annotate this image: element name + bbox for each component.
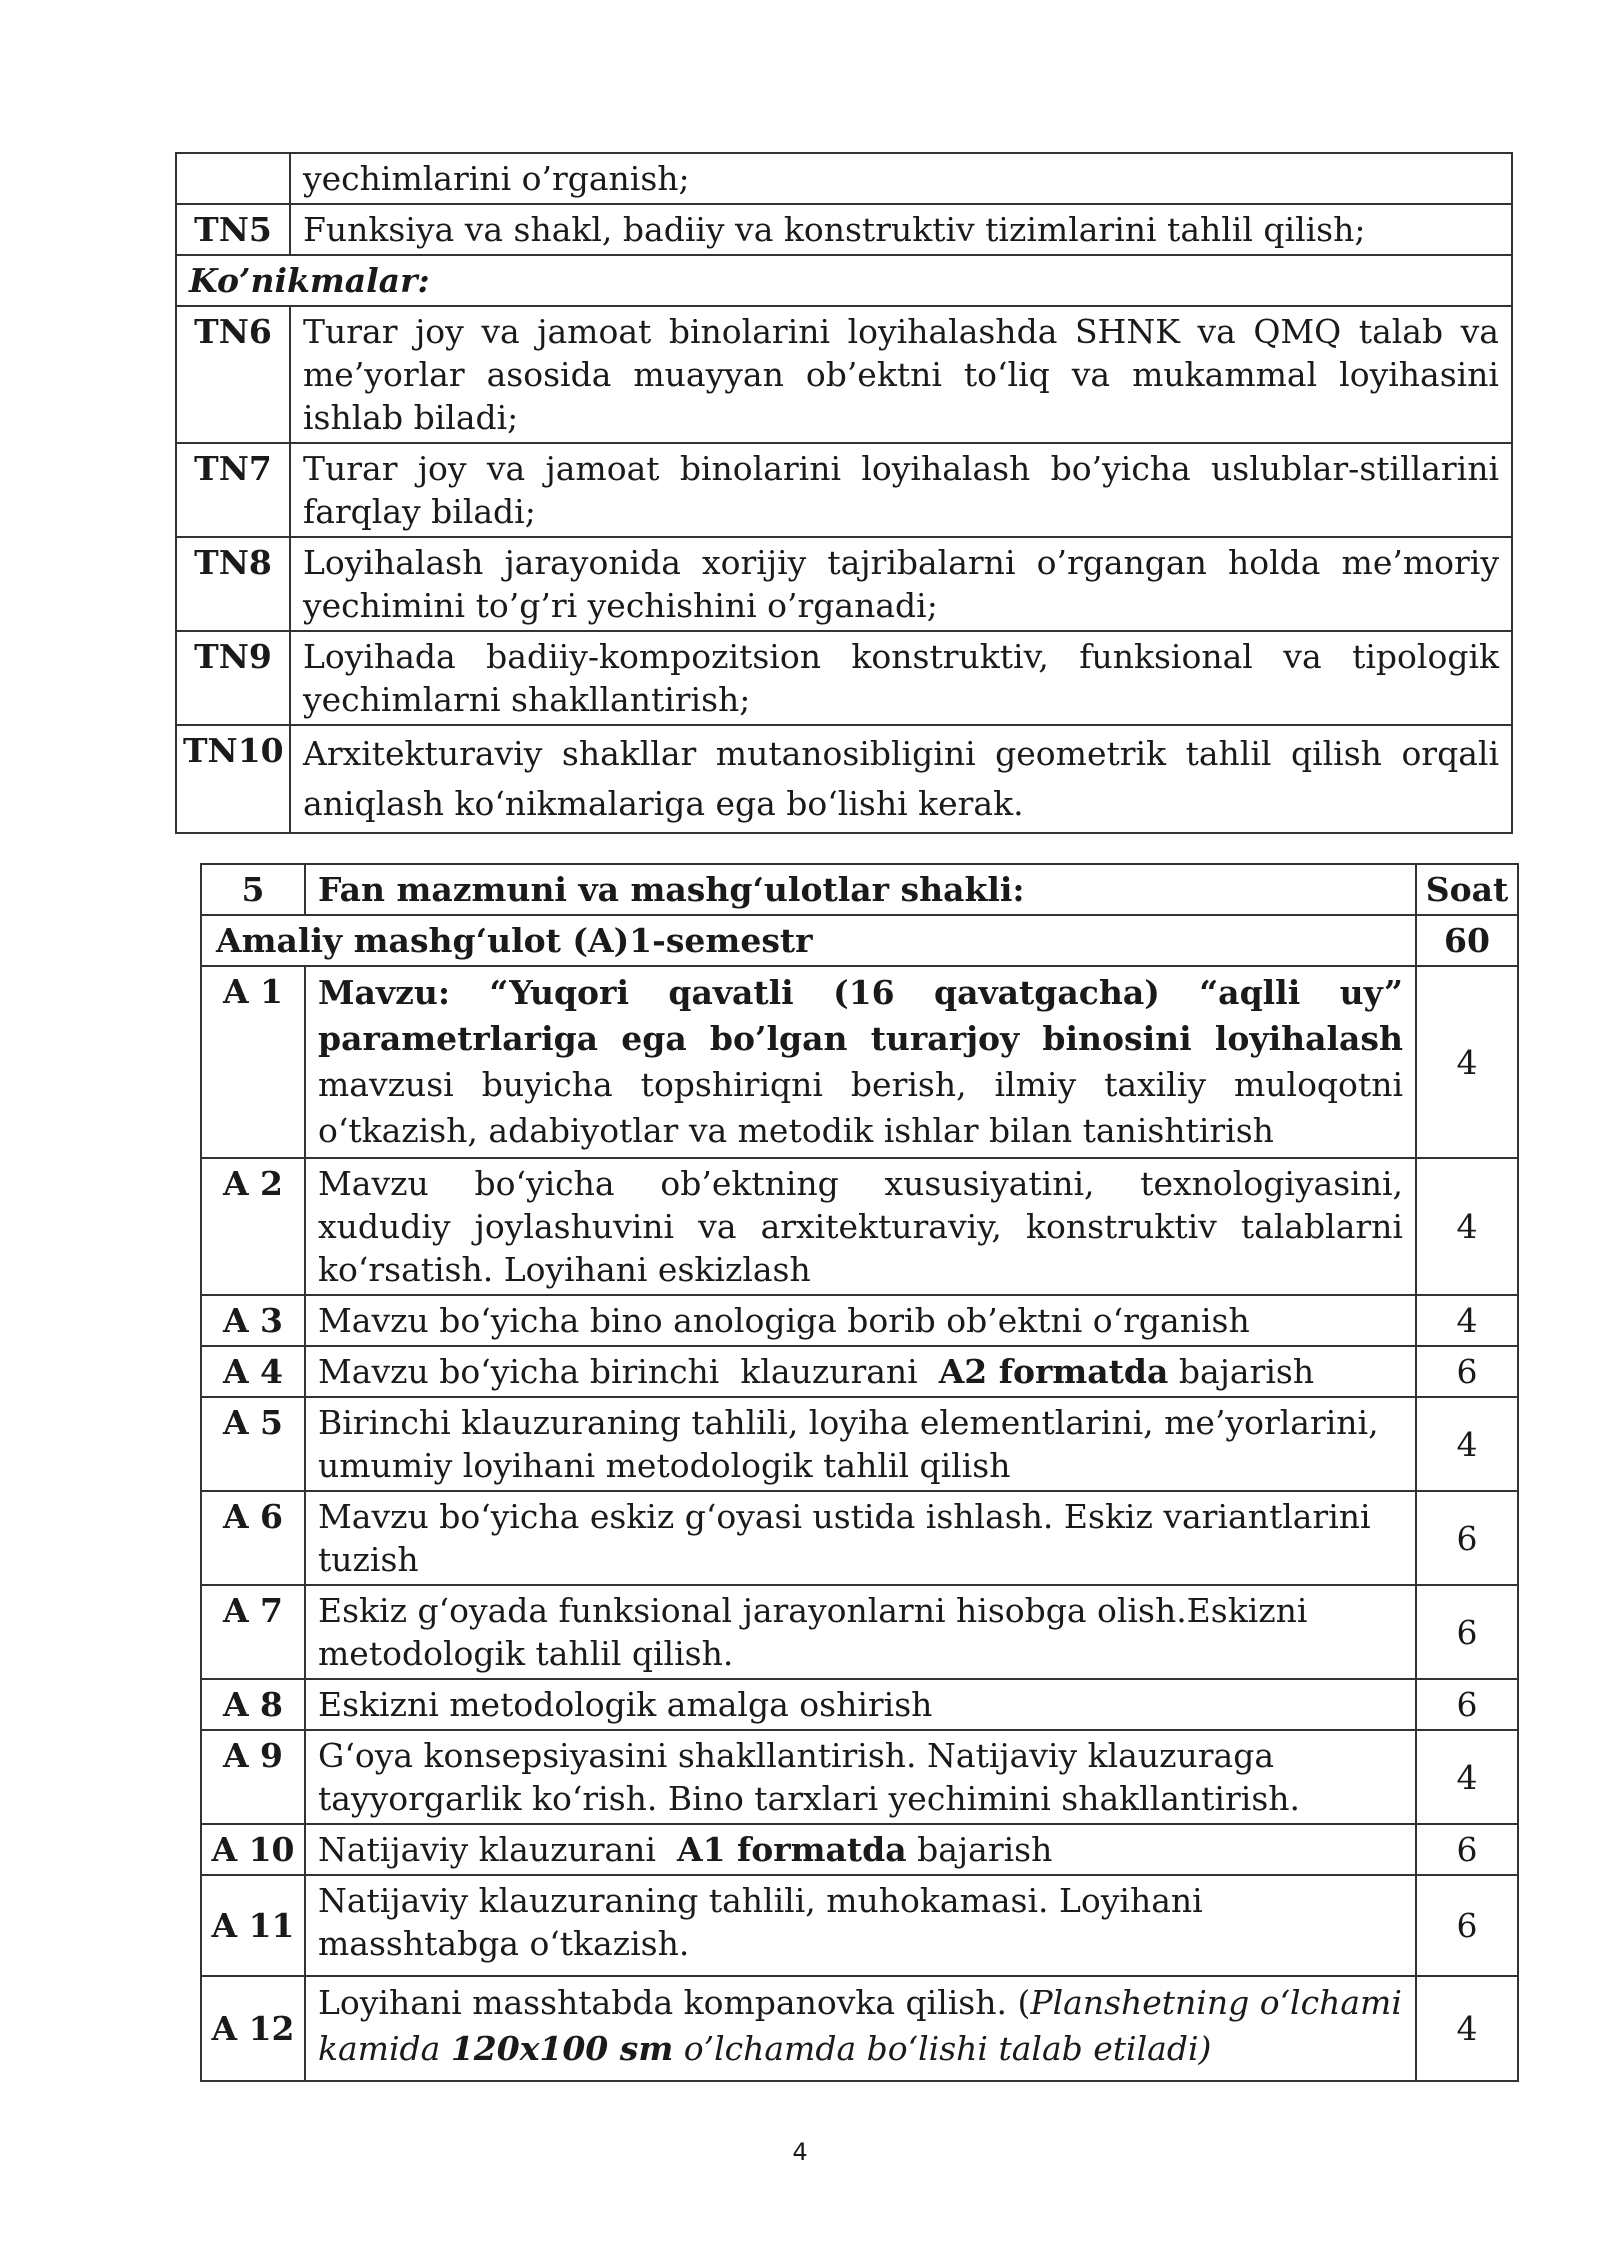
outcome-code: TN5 (176, 204, 290, 255)
outcome-code (176, 153, 290, 204)
table-row (176, 204, 1512, 255)
lesson-text-end: bajarish (1168, 1352, 1315, 1391)
outcome-text: Turar joy va jamoat binolarini loyihalashda SHNK va QMQ talab va me’yorlar asosida muayyan ob’ektni to‘liq va mukammal loyihasini ishlab biladi; (290, 306, 1512, 443)
lesson-text: Eskiz g‘oyada funksional jarayonlarni hisobga olish.Eskizni metodologik tahlil qilish. (305, 1585, 1416, 1679)
lesson-hours: 6 (1416, 1824, 1518, 1875)
table-row (201, 1679, 1518, 1730)
lesson-code: A 7 (201, 1585, 305, 1679)
lesson-text-start: Loyihani masshtabda kompanovka qilish. ( (318, 1983, 1031, 2022)
outcome-code: TN6 (176, 306, 290, 443)
table-row (201, 1346, 1518, 1397)
lesson-note-italic: Planshetning o‘lchami kamida (318, 1983, 1402, 2068)
lesson-code: A 9 (201, 1730, 305, 1824)
lesson-text (305, 966, 1416, 1158)
learning-outcomes-table (175, 152, 1513, 834)
table-row (201, 1295, 1518, 1346)
semester-row (201, 915, 1518, 966)
lesson-format-bold: A2 formatda (938, 1352, 1169, 1391)
lesson-code: A 5 (201, 1397, 305, 1491)
table-row (201, 1730, 1518, 1824)
lesson-hours: 6 (1416, 1346, 1518, 1397)
lesson-hours: 4 (1416, 1295, 1518, 1346)
outcome-code: TN9 (176, 631, 290, 725)
lesson-hours: 4 (1416, 1730, 1518, 1824)
lesson-size-bold-italic: 120x100 sm (450, 2029, 674, 2068)
lesson-code: A 6 (201, 1491, 305, 1585)
lesson-hours: 6 (1416, 1585, 1518, 1679)
lesson-hours: 6 (1416, 1679, 1518, 1730)
outcome-text: Turar joy va jamoat binolarini loyihalash bo’yicha uslublar-stillarini farqlay biladi; (290, 443, 1512, 537)
lesson-format-bold: A1 formatda (676, 1830, 907, 1869)
header-row (201, 864, 1518, 915)
lesson-code: A 2 (201, 1158, 305, 1295)
table-row (201, 966, 1518, 1158)
lesson-topic-rest: mavzusi buyicha topshiriqni berish, ilmiy taxiliy muloqotni o‘tkazish, adabiyotlar va metodik ishlar bilan tanishtirish (318, 1065, 1403, 1150)
lesson-hours: 6 (1416, 1491, 1518, 1585)
page-number: 4 (792, 2138, 808, 2166)
lesson-code: A 8 (201, 1679, 305, 1730)
semester-label: Amaliy mashg‘ulot (A)1-semestr (201, 915, 1416, 966)
lesson-hours: 4 (1416, 966, 1518, 1158)
lesson-code: A 1 (201, 966, 305, 1158)
table-row (176, 537, 1512, 631)
lesson-text: Natijaviy klauzuraning tahlili, muhokamasi. Loyihani masshtabga o‘tkazish. (305, 1875, 1416, 1976)
table-row (176, 153, 1512, 204)
lesson-code: A 4 (201, 1346, 305, 1397)
lesson-text-end: bajarish (906, 1830, 1053, 1869)
outcome-text: yechimlarini o’rganish; (290, 153, 1512, 204)
table-row (201, 1585, 1518, 1679)
outcome-text: Funksiya va shakl, badiiy va konstruktiv tizimlarini tahlil qilish; (290, 204, 1512, 255)
table-row (201, 1976, 1518, 2081)
semester-hours: 60 (1416, 915, 1518, 966)
table-row (201, 1824, 1518, 1875)
table-row (201, 1875, 1518, 1976)
lesson-topic-bold: Mavzu: “Yuqori qavatli (16 qavatgacha) “aqlli uy” parametrlariga ega bo’lgan turarjoy binosini loyihalash (318, 973, 1403, 1058)
lesson-text-start: Natijaviy klauzurani (318, 1830, 677, 1869)
lesson-code: A 3 (201, 1295, 305, 1346)
lesson-text (305, 1346, 1416, 1397)
table-row (201, 1491, 1518, 1585)
schedule-title: Fan mazmuni va mashg‘ulotlar shakli: (305, 864, 1416, 915)
outcome-text: Loyihada badiiy-kompozitsion konstruktiv, funksional va tipologik yechimlarni shakllantirish; (290, 631, 1512, 725)
outcome-text: Loyihalash jarayonida xorijiy tajribalarni o’rgangan holda me’moriy yechimini to’g’ri yechishini o’rganadi; (290, 537, 1512, 631)
lesson-hours: 6 (1416, 1875, 1518, 1976)
outcome-code: TN10 (176, 725, 290, 833)
section-number: 5 (201, 864, 305, 915)
schedule-table (200, 863, 1519, 2082)
section-heading-skills: Ko’nikmalar: (176, 255, 1512, 306)
lesson-code: A 10 (201, 1824, 305, 1875)
lesson-text: Eskizni metodologik amalga oshirish (305, 1679, 1416, 1730)
lesson-text (305, 1824, 1416, 1875)
lesson-text: Birinchi klauzuraning tahlili, loyiha elementlarini, me’yorlarini, umumiy loyihani metodologik tahlil qilish (305, 1397, 1416, 1491)
lesson-text (305, 1976, 1416, 2081)
section-row (176, 255, 1512, 306)
lesson-hours: 4 (1416, 1976, 1518, 2081)
lesson-text: Mavzu bo‘yicha ob’ektning xususiyatini, texnologiyasini, xududiy joylashuvini va arxitekturaviy, konstruktiv talablarni ko‘rsatish. Loyihani eskizlash (305, 1158, 1416, 1295)
lesson-hours: 4 (1416, 1397, 1518, 1491)
hours-header: Soat (1416, 864, 1518, 915)
outcome-code: TN7 (176, 443, 290, 537)
table-row (176, 306, 1512, 443)
table-row (176, 725, 1512, 833)
table-row (201, 1397, 1518, 1491)
lesson-code: A 11 (201, 1875, 305, 1976)
lesson-note-italic-end: o’lchamda bo‘lishi talab etiladi) (673, 2029, 1212, 2068)
table-row (176, 631, 1512, 725)
lesson-hours: 4 (1416, 1158, 1518, 1295)
lesson-text: G‘oya konsepsiyasini shakllantirish. Natijaviy klauzuraga tayyorgarlik ko‘rish. Bino tarxlari yechimini shakllantirish. (305, 1730, 1416, 1824)
lesson-text-start: Mavzu bo‘yicha birinchi klauzurani (318, 1352, 939, 1391)
lesson-text: Mavzu bo‘yicha eskiz g‘oyasi ustida ishlash. Eskiz variantlarini tuzish (305, 1491, 1416, 1585)
lesson-text: Mavzu bo‘yicha bino anologiga borib ob’ektni o‘rganish (305, 1295, 1416, 1346)
table-row (176, 443, 1512, 537)
table-row (201, 1158, 1518, 1295)
outcome-code: TN8 (176, 537, 290, 631)
outcome-text: Arxitekturaviy shakllar mutanosibligini geometrik tahlil qilish orqali aniqlash ko‘nikmalariga ega bo‘lishi kerak. (290, 725, 1512, 833)
lesson-code: A 12 (201, 1976, 305, 2081)
